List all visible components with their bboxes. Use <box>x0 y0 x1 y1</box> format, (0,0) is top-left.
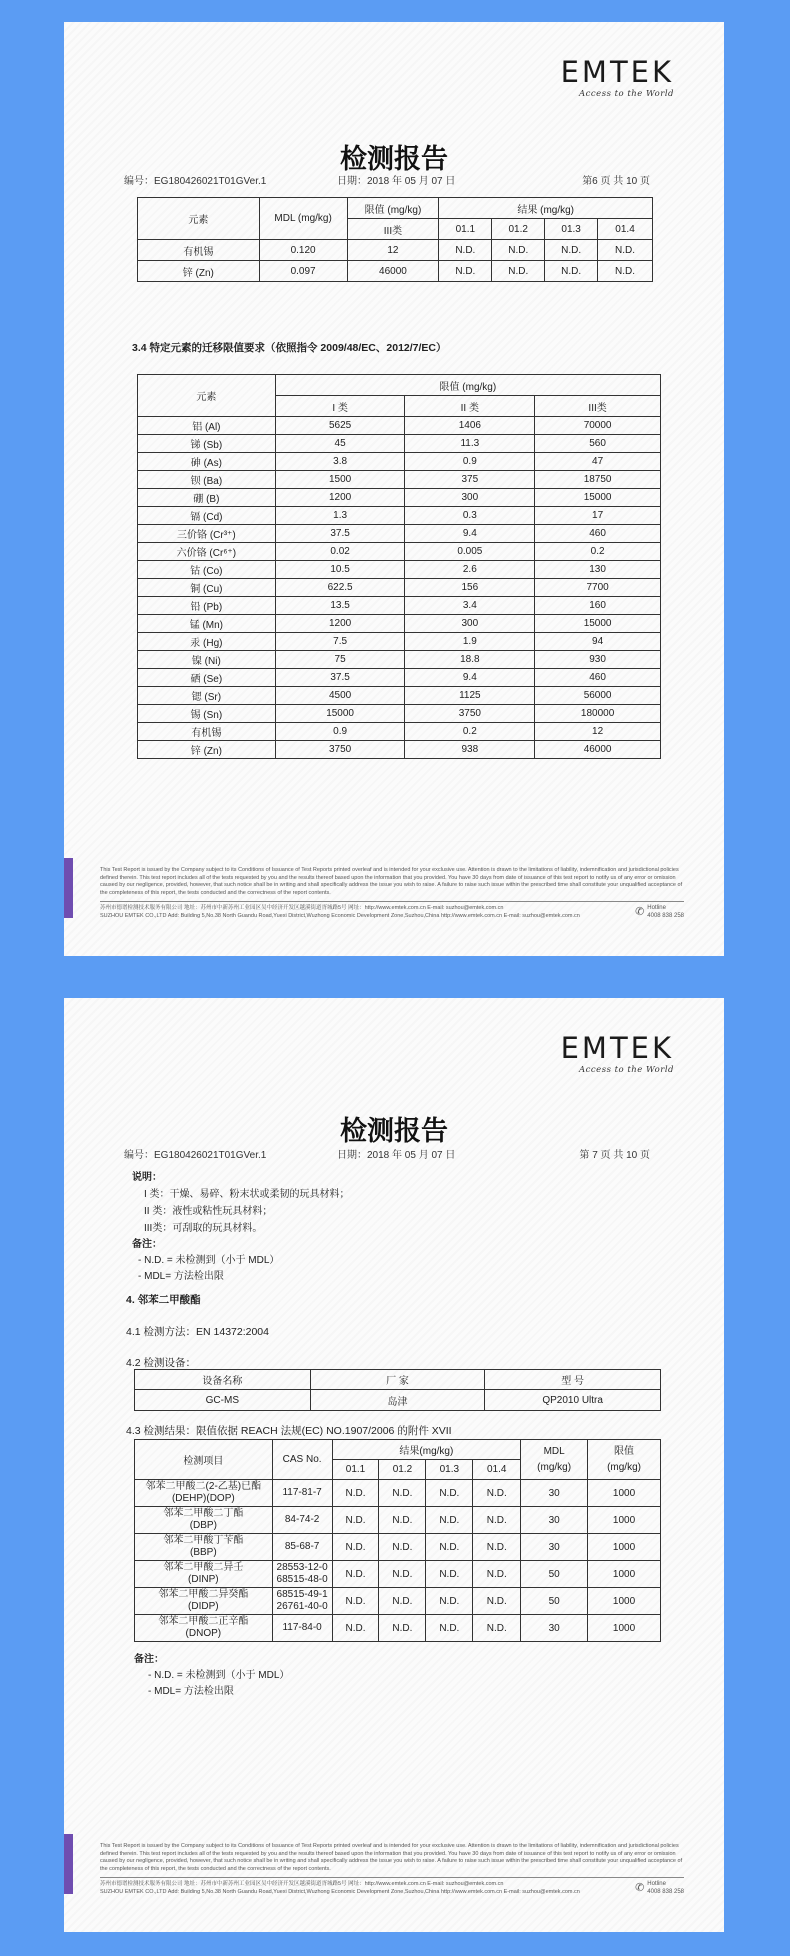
limit-cell: 1200 <box>275 489 405 507</box>
element-cell: 镉 (Cd) <box>138 507 276 525</box>
explanation-item: II 类：液性或粘性玩具材料； <box>144 1206 273 1217</box>
table-row <box>138 651 661 669</box>
limit-cell: 0.005 <box>405 543 535 561</box>
limit-cell: 1000 <box>588 1561 661 1588</box>
cas-cell <box>272 1615 332 1642</box>
limit-cell: 2.6 <box>405 561 535 579</box>
cell: QP2010 Ultra <box>485 1390 661 1411</box>
report-page-7 <box>64 998 724 1932</box>
col-header-model: 型 号 <box>485 1370 661 1390</box>
phthalate-result-table <box>134 1439 661 1642</box>
limit-cell: 37.5 <box>275 669 405 687</box>
explanation-title: 说明： <box>132 1172 162 1183</box>
limit-cell: 938 <box>405 741 535 759</box>
phone-icon: ✆ <box>635 905 645 918</box>
table-row <box>138 705 661 723</box>
table-row <box>138 471 661 489</box>
note-item: - N.D. = 未检测到（小于 MDL） <box>148 1670 290 1681</box>
limit-cell: 17 <box>535 507 661 525</box>
item-name-cell <box>135 1534 273 1561</box>
limit-cell: 622.5 <box>275 579 405 597</box>
result-cell: N.D. <box>332 1588 379 1615</box>
element-cell: 镍 (Ni) <box>138 651 276 669</box>
result-cell: N.D. <box>473 1480 521 1507</box>
sample-header: 01.4 <box>473 1460 521 1480</box>
phone-icon: ✆ <box>635 1881 645 1894</box>
limit-cell: 1125 <box>405 687 535 705</box>
element-cell: 锌 (Zn) <box>138 741 276 759</box>
result-cell: N.D. <box>473 1588 521 1615</box>
table-row <box>138 669 661 687</box>
limit-cell: 0.02 <box>275 543 405 561</box>
cell: 有机锡 <box>138 240 260 261</box>
limit-cell: 1000 <box>588 1534 661 1561</box>
limit-cell: 56000 <box>535 687 661 705</box>
sample-header: 01.3 <box>426 1460 473 1480</box>
mdl-cell: 50 <box>521 1561 588 1588</box>
limit-cell: 930 <box>535 651 661 669</box>
cas-number: 117-81-7 <box>282 1487 322 1498</box>
sample-header: 01.4 <box>598 219 653 240</box>
footer-disclaimer: This Test Report is issued by the Company subject to its Conditions of Issuance of Test Reports printed overleaf and is intended for your exclusive use. Attention is drawn to the limitations of liability, indemnification and jurisdictional policies defined therein. This test report includes all of the tests requested by you and the results thereof based upon the information that you provided. You have 30 days from date of issuance of this test report to notify us of any error or omission caused by our negligence, provided, however, that such notice shall be in writing and shall specifically address the issue you wish to raise. A failure to raise such issue within the prescribed time shall constitute your unqualified acceptance of the completeness of this report, the tests conducted and the correctness of the report contents. <box>100 1843 683 1872</box>
table-row <box>138 525 661 543</box>
result-cell: N.D. <box>473 1507 521 1534</box>
result-cell: N.D. <box>379 1480 426 1507</box>
report-page-6 <box>64 22 724 956</box>
cas-number: 85-68-7 <box>284 1541 320 1552</box>
limit-cell: 5625 <box>275 417 405 435</box>
limit-cell: 3750 <box>405 705 535 723</box>
element-cell: 汞 (Hg) <box>138 633 276 651</box>
col-header-class3: III类 <box>347 219 439 240</box>
element-cell: 砷 (As) <box>138 453 276 471</box>
limit-cell: 156 <box>405 579 535 597</box>
mdl-label: MDL <box>543 1445 565 1457</box>
limit-cell: 4500 <box>275 687 405 705</box>
report-number: 编号：EG180426021T01GVer.1 <box>124 1150 267 1161</box>
element-cell: 铜 (Cu) <box>138 579 276 597</box>
limit-label: 限值 <box>614 1445 635 1457</box>
item-name-cell <box>135 1507 273 1534</box>
col-header-result: 结果 (mg/kg) <box>439 198 653 219</box>
element-result-table <box>137 197 653 282</box>
hotline-label: Hotline <box>647 905 666 911</box>
table-row <box>138 723 661 741</box>
limit-cell: 15000 <box>535 615 661 633</box>
table-row <box>135 1534 661 1561</box>
limit-cell: 0.3 <box>405 507 535 525</box>
note-item: - MDL= 方法检出限 <box>148 1686 234 1697</box>
result-cell: N.D. <box>379 1561 426 1588</box>
result-cell: N.D. <box>426 1507 473 1534</box>
mdl-cell: 50 <box>521 1588 588 1615</box>
item-name-line: (DBP) <box>189 1520 217 1531</box>
cas-cell <box>272 1507 332 1534</box>
limit-cell: 3.8 <box>275 453 405 471</box>
table-row <box>138 597 661 615</box>
limit-cell: 160 <box>535 597 661 615</box>
cell: 岛津 <box>310 1390 485 1411</box>
limit-cell: 7.5 <box>275 633 405 651</box>
cell: N.D. <box>545 261 598 282</box>
result-cell: N.D. <box>379 1588 426 1615</box>
mdl-cell: 30 <box>521 1615 588 1642</box>
limit-cell: 1000 <box>588 1615 661 1642</box>
footer-disclaimer: This Test Report is issued by the Company subject to its Conditions of Issuance of Test Reports printed overleaf and is intended for your exclusive use. Attention is drawn to the limitations of liability, indemnification and jurisdictional policies defined therein. This test report includes all of the tests requested by you and the results thereof based upon the information that you provided. You have 30 days from date of issuance of this test report to notify us of any error or omission caused by our negligence, provided, however, that such notice shall be in writing and shall specifically address the issue you wish to raise. A failure to raise such issue within the prescribed time shall constitute your unqualified acceptance of the completeness of this report, the tests conducted and the correctness of the report contents. <box>100 867 683 896</box>
limit-cell: 0.2 <box>405 723 535 741</box>
result-cell: N.D. <box>473 1615 521 1642</box>
table-row <box>135 1561 661 1588</box>
table-row <box>138 543 661 561</box>
col-header-mdl: MDL (mg/kg) <box>259 198 347 240</box>
limit-cell: 1200 <box>275 615 405 633</box>
limit-cell: 460 <box>535 669 661 687</box>
limit-cell: 75 <box>275 651 405 669</box>
table-row <box>138 741 661 759</box>
equipment-table <box>134 1369 661 1411</box>
item-name-line: 邻苯二甲酸二异壬 <box>163 1562 244 1573</box>
sample-header: 01.2 <box>379 1460 426 1480</box>
item-name-cell <box>135 1480 273 1507</box>
page-side-marker <box>64 858 73 918</box>
result-cell: N.D. <box>473 1534 521 1561</box>
cell: N.D. <box>492 261 545 282</box>
item-name-line: (DNOP) <box>185 1628 222 1639</box>
cell: 0.097 <box>259 261 347 282</box>
sample-header: 01.1 <box>332 1460 379 1480</box>
table-row <box>138 687 661 705</box>
item-name-line: (DIDP) <box>188 1601 219 1612</box>
col-header-class2: II 类 <box>405 396 535 417</box>
mdl-cell: 30 <box>521 1507 588 1534</box>
migration-limit-table <box>137 374 661 759</box>
limit-cell: 1000 <box>588 1507 661 1534</box>
result-cell: N.D. <box>379 1534 426 1561</box>
col-header-element: 元素 <box>138 198 260 240</box>
notes-title: 备注： <box>132 1239 162 1250</box>
limit-cell: 3.4 <box>405 597 535 615</box>
footer-address-cn: 苏州市德谱检测技术服务有限公司 地址：苏州市中新苏州工业园区吴中经济开发区越溪街道胥城路5号 网址：http://www.emtek.com.cn E-mail: suzhou@emtek.com.cn <box>100 1881 504 1887</box>
result-cell: N.D. <box>332 1561 379 1588</box>
sample-header: 01.1 <box>439 219 492 240</box>
result-cell: N.D. <box>332 1615 379 1642</box>
limit-cell: 15000 <box>535 489 661 507</box>
cell: N.D. <box>439 261 492 282</box>
cell: 0.120 <box>259 240 347 261</box>
result-cell: N.D. <box>426 1588 473 1615</box>
limit-cell: 47 <box>535 453 661 471</box>
table-row <box>138 561 661 579</box>
result-cell: N.D. <box>332 1534 379 1561</box>
col-header-equipment: 设备名称 <box>135 1370 311 1390</box>
limit-cell: 1.9 <box>405 633 535 651</box>
item-name-line: (BBP) <box>189 1547 217 1558</box>
limit-cell: 18.8 <box>405 651 535 669</box>
element-cell: 钡 (Ba) <box>138 471 276 489</box>
item-name-line: 邻苯二甲酸丁苄酯 <box>163 1535 244 1546</box>
emtek-logo <box>560 1031 674 1075</box>
footer-address-en: SUZHOU EMTEK CO.,LTD Add: Building 5,No.38 North Guandu Road,Yuexi District,Wuzhong Economic Development Zone,Suzhou,China http://www.emtek.com.cn E-mail: suzhou@emtek.com.cn <box>100 912 580 919</box>
report-header-line <box>124 1146 650 1161</box>
element-cell: 锡 (Sn) <box>138 705 276 723</box>
cell: N.D. <box>545 240 598 261</box>
limit-cell: 1000 <box>588 1588 661 1615</box>
table-row <box>135 1615 661 1642</box>
element-cell: 铅 (Pb) <box>138 597 276 615</box>
logo-text: EMTEK <box>560 1031 674 1065</box>
item-name-line: 邻苯二甲酸二(2-乙基)已酯 <box>145 1481 262 1492</box>
col-header-manufacturer: 厂 家 <box>310 1370 485 1390</box>
explanation-item: III类：可刮取的玩具材料。 <box>144 1223 263 1234</box>
section-4-heading: 4. 邻苯二甲酸酯 <box>126 1294 201 1306</box>
result-cell: N.D. <box>473 1561 521 1588</box>
section-3-4-heading: 3.4 特定元素的迁移限值要求（依照指令 2009/48/EC、2012/7/EC） <box>132 342 447 354</box>
hotline <box>635 1881 684 1896</box>
cas-cell <box>272 1561 332 1588</box>
logo-slogan: Access to the World <box>579 1065 674 1075</box>
mdl-cell: 30 <box>521 1534 588 1561</box>
cas-number: 28553-12-0 <box>276 1562 328 1573</box>
element-cell: 硼 (B) <box>138 489 276 507</box>
item-name-line: 邻苯二甲酸二异癸酯 <box>158 1589 249 1600</box>
cas-cell <box>272 1588 332 1615</box>
cell: 12 <box>347 240 439 261</box>
limit-cell: 37.5 <box>275 525 405 543</box>
result-cell: N.D. <box>426 1480 473 1507</box>
table-row <box>138 579 661 597</box>
element-cell: 锑 (Sb) <box>138 435 276 453</box>
note-item: - MDL= 方法检出限 <box>138 1271 224 1282</box>
table-row <box>138 261 653 282</box>
col-header-class3: III类 <box>535 396 661 417</box>
table-row <box>138 240 653 261</box>
limit-cell: 15000 <box>275 705 405 723</box>
limit-cell: 3750 <box>275 741 405 759</box>
mdl-cell: 30 <box>521 1480 588 1507</box>
limit-cell: 300 <box>405 615 535 633</box>
report-footer <box>100 1843 684 1896</box>
limit-cell: 180000 <box>535 705 661 723</box>
table-row <box>138 615 661 633</box>
limit-cell: 300 <box>405 489 535 507</box>
footer-divider <box>100 901 684 902</box>
col-header-result: 结果(mg/kg) <box>332 1440 521 1460</box>
logo-slogan: Access to the World <box>579 89 674 99</box>
section-4-2-heading: 4.2 检测设备： <box>126 1357 197 1369</box>
table-row <box>138 453 661 471</box>
result-notes <box>134 1652 289 1700</box>
cas-number: 68515-49-1 <box>276 1589 328 1600</box>
table-row <box>138 417 661 435</box>
table-row <box>135 1507 661 1534</box>
sample-header: 01.3 <box>545 219 598 240</box>
limit-cell: 130 <box>535 561 661 579</box>
limit-cell: 460 <box>535 525 661 543</box>
class-explanation <box>132 1170 350 1285</box>
limit-cell: 0.9 <box>275 723 405 741</box>
result-cell: N.D. <box>426 1534 473 1561</box>
element-cell: 硒 (Se) <box>138 669 276 687</box>
col-header-item: 检测项目 <box>135 1440 273 1480</box>
col-header-limit <box>588 1440 661 1480</box>
report-title: 检测报告 <box>340 1116 448 1147</box>
limit-cell: 0.9 <box>405 453 535 471</box>
table-row <box>138 633 661 651</box>
table-row <box>138 489 661 507</box>
limit-cell: 18750 <box>535 471 661 489</box>
limit-cell: 46000 <box>535 741 661 759</box>
report-number: 编号：EG180426021T01GVer.1 <box>124 176 267 187</box>
page-number: 第 7 页 共 10 页 <box>579 1150 650 1161</box>
table-row <box>135 1588 661 1615</box>
report-date: 日期：2018 年 05 月 07 日 <box>337 1150 456 1161</box>
limit-cell: 7700 <box>535 579 661 597</box>
result-cell: N.D. <box>379 1615 426 1642</box>
result-cell: N.D. <box>332 1480 379 1507</box>
cas-number: 117-84-0 <box>282 1622 322 1633</box>
limit-cell: 13.5 <box>275 597 405 615</box>
cell: N.D. <box>492 240 545 261</box>
cas-number: 68515-48-0 <box>276 1574 328 1585</box>
table-row <box>135 1480 661 1507</box>
cas-cell <box>272 1480 332 1507</box>
emtek-logo <box>560 55 674 99</box>
limit-cell: 560 <box>535 435 661 453</box>
item-name-cell <box>135 1588 273 1615</box>
col-header-limit: 限值 (mg/kg) <box>347 198 439 219</box>
element-cell: 六价铬 (Cr⁶⁺) <box>138 543 276 561</box>
col-header-cas: CAS No. <box>272 1440 332 1480</box>
item-name-line: (DINP) <box>188 1574 219 1585</box>
logo-text: EMTEK <box>560 55 674 89</box>
item-name-cell <box>135 1615 273 1642</box>
hotline <box>635 905 684 920</box>
element-cell: 锰 (Mn) <box>138 615 276 633</box>
cell: 锌 (Zn) <box>138 261 260 282</box>
note-item: - N.D. = 未检测到（小于 MDL） <box>138 1255 280 1266</box>
cell: GC-MS <box>135 1390 311 1411</box>
cell: N.D. <box>598 261 653 282</box>
report-date: 日期：2018 年 05 月 07 日 <box>337 176 456 187</box>
result-cell: N.D. <box>426 1561 473 1588</box>
limit-cell: 70000 <box>535 417 661 435</box>
hotline-label: Hotline <box>647 1881 666 1887</box>
report-header-line <box>124 172 650 187</box>
result-cell: N.D. <box>379 1507 426 1534</box>
limit-cell: 1000 <box>588 1480 661 1507</box>
element-cell: 钴 (Co) <box>138 561 276 579</box>
page-side-marker <box>64 1834 73 1894</box>
hotline-number: 4008 838 258 <box>647 912 684 919</box>
footer-address-cn: 苏州市德谱检测技术服务有限公司 地址：苏州市中新苏州工业园区吴中经济开发区越溪街道胥城路5号 网址：http://www.emtek.com.cn E-mail: suzhou@emtek.com.cn <box>100 905 504 911</box>
cell: 46000 <box>347 261 439 282</box>
limit-cell: 1406 <box>405 417 535 435</box>
sample-header: 01.2 <box>492 219 545 240</box>
item-name-cell <box>135 1561 273 1588</box>
limit-cell: 9.4 <box>405 525 535 543</box>
table-row <box>135 1390 661 1411</box>
limit-cell: 45 <box>275 435 405 453</box>
report-title: 检测报告 <box>340 144 448 175</box>
limit-cell: 1500 <box>275 471 405 489</box>
limit-cell: 10.5 <box>275 561 405 579</box>
item-name-line: 邻苯二甲酸二正辛酯 <box>158 1616 249 1627</box>
limit-cell: 0.2 <box>535 543 661 561</box>
limit-cell: 1.3 <box>275 507 405 525</box>
cell: N.D. <box>598 240 653 261</box>
cas-number: 84-74-2 <box>284 1514 320 1525</box>
cas-number: 26761-40-0 <box>276 1601 328 1612</box>
report-footer <box>100 867 684 920</box>
col-header-class1: I 类 <box>275 396 405 417</box>
notes-title: 备注： <box>134 1654 164 1665</box>
result-cell: N.D. <box>332 1507 379 1534</box>
section-4-3-heading: 4.3 检测结果：限值依据 REACH 法规(EC) NO.1907/2006 的附件 XVII <box>126 1425 452 1437</box>
element-cell: 三价铬 (Cr³⁺) <box>138 525 276 543</box>
footer-address-en: SUZHOU EMTEK CO.,LTD Add: Building 5,No.38 North Guandu Road,Yuexi District,Wuzhong Economic Development Zone,Suzhou,China http://www.emtek.com.cn E-mail: suzhou@emtek.com.cn <box>100 1888 580 1895</box>
limit-cell: 12 <box>535 723 661 741</box>
footer-divider <box>100 1877 684 1878</box>
mdl-unit: (mg/kg) <box>537 1461 572 1473</box>
limit-cell: 9.4 <box>405 669 535 687</box>
table-row <box>138 507 661 525</box>
element-cell: 铝 (Al) <box>138 417 276 435</box>
cell: N.D. <box>439 240 492 261</box>
hotline-number: 4008 838 258 <box>647 1888 684 1895</box>
col-header-mdl <box>521 1440 588 1480</box>
element-cell: 有机锡 <box>138 723 276 741</box>
col-header-element: 元素 <box>138 375 276 417</box>
table-row <box>138 435 661 453</box>
limit-cell: 94 <box>535 633 661 651</box>
page-number: 第6 页 共 10 页 <box>582 176 650 187</box>
limit-cell: 11.3 <box>405 435 535 453</box>
cas-cell <box>272 1534 332 1561</box>
result-cell: N.D. <box>426 1615 473 1642</box>
limit-cell: 375 <box>405 471 535 489</box>
element-cell: 锶 (Sr) <box>138 687 276 705</box>
item-name-line: (DEHP)(DOP) <box>171 1493 235 1504</box>
limit-unit: (mg/kg) <box>607 1461 641 1473</box>
item-name-line: 邻苯二甲酸二丁酯 <box>163 1508 244 1519</box>
explanation-item: I 类：干燥、易碎、粉末状或柔韧的玩具材料； <box>144 1189 350 1200</box>
section-4-1-heading: 4.1 检测方法：EN 14372:2004 <box>126 1326 269 1338</box>
col-header-limit: 限值 (mg/kg) <box>275 375 660 396</box>
